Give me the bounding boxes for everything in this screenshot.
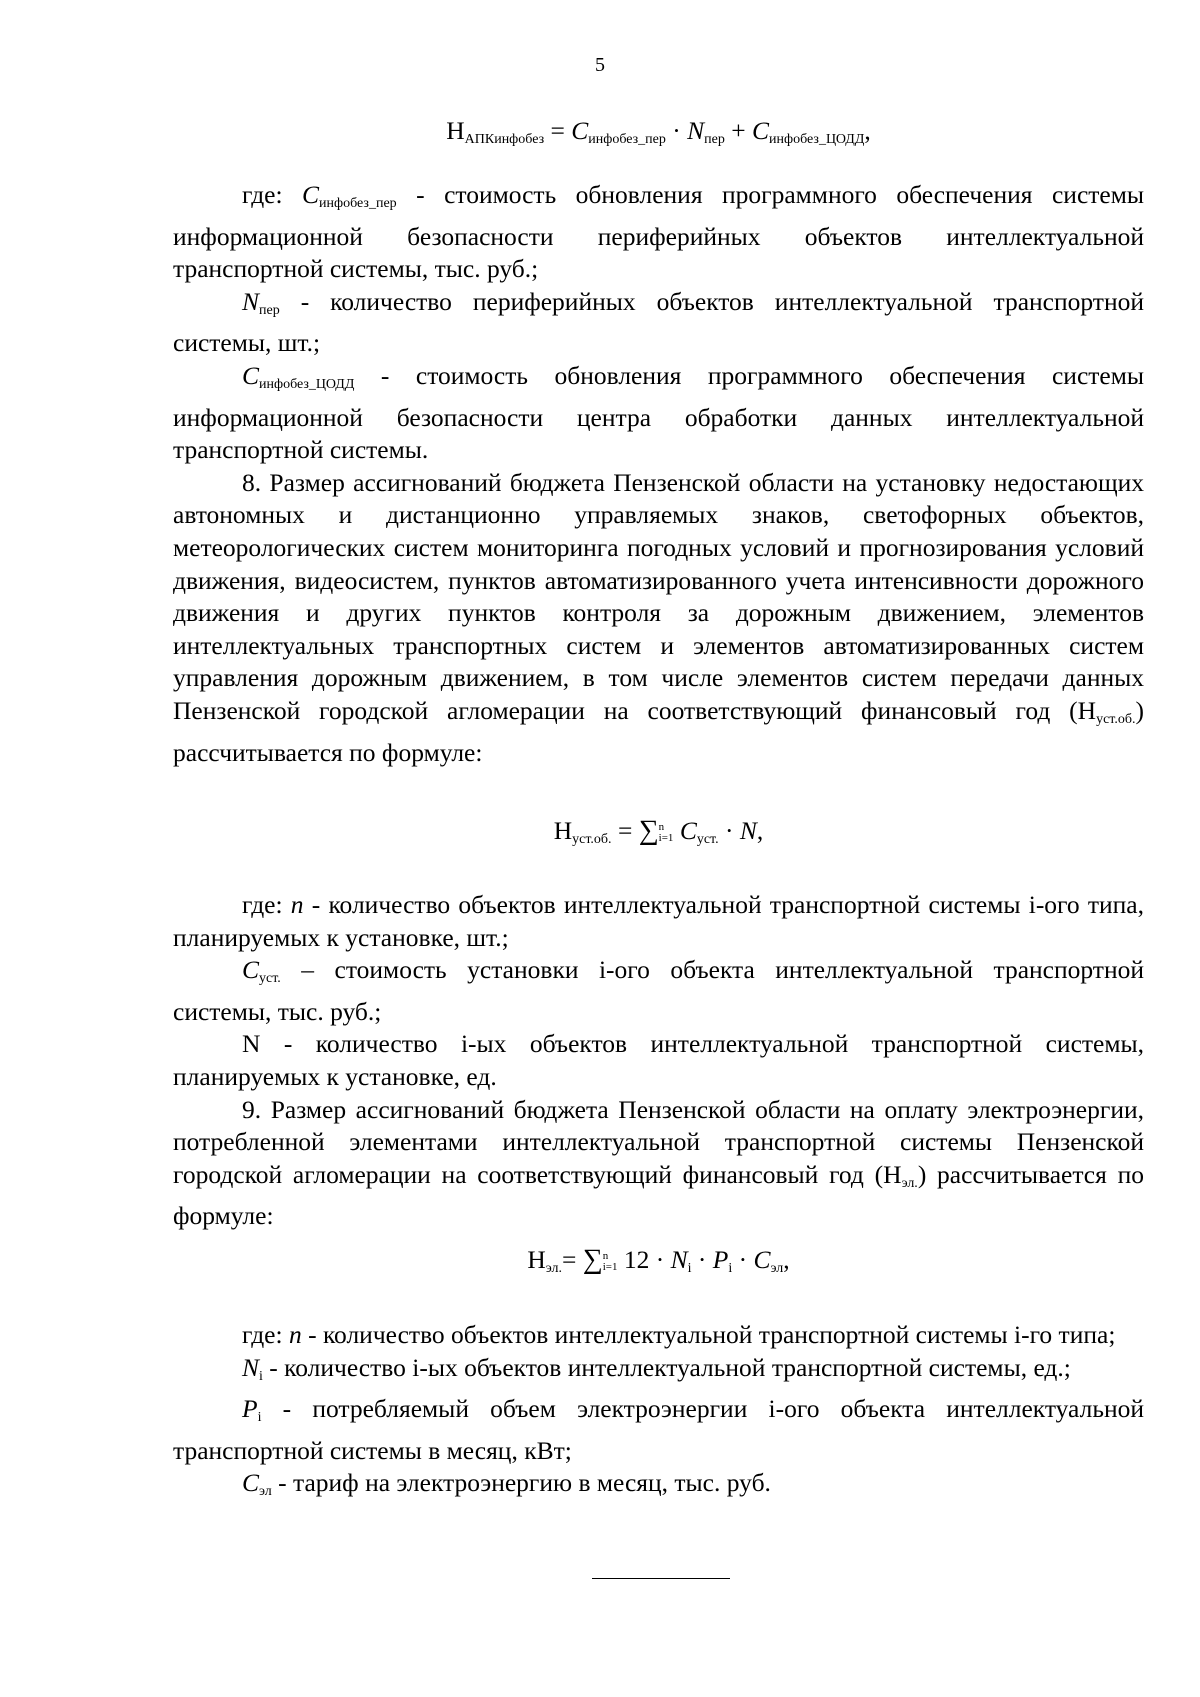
- definition-c-ust: $C_{уст.}$ – стоимость установки i-ого объекта интеллектуальной транспортной системы, тыс. руб.;: [173, 955, 1144, 1026]
- definition-c-infobez-codd: $C_{инфобез\_ЦОДД}$ - стоимость обновления программного обеспечения системы информационной безопасности центра обработки данных интеллектуальной транспортной системы.: [173, 360, 1144, 465]
- definitions-block-1: [173, 179, 1144, 769]
- paragraph-9: 9. Размер ассигнований бюджета Пензенской области на оплату электроэнергии, потребленной элементами интеллектуальной транспортной системы Пензенской городской агломерации на соответствующий финансовый год $(Н_{эл.})$ рассчитывается по формуле:: [173, 1094, 1144, 1231]
- formula-el: $Н_{эл.}= \sum n$ i=1 $12 \cdot N_i \cdot P_i \cdot C_{эл}$,: [527, 1244, 790, 1276]
- sum-sign: ∑: [582, 1244, 603, 1275]
- definition-p-i: $P_i$ - потребляемый объем электроэнергии i-ого объекта интеллектуальной транспортной системы в месяц, кВт;: [173, 1394, 1144, 1465]
- page-number: 5: [595, 54, 605, 76]
- paragraph-8: 8. Размер ассигнований бюджета Пензенской области на установку недостающих автономных и дистанционно управляемых знаков, светофорных объектов, метеорологических систем мониторинга погодных условий и прогнозирования условий движения, видеосистем, пунктов автоматизированного учета интенсивности дорожного движения и других пунктов контроля за дорожным движением, элементов интеллектуальных транспортных систем и элементов автоматизированных систем управления дорожным движением, в том числе элементов систем передачи данных Пензенской городской агломерации на соответствующий финансовый год $(Н_{уст.об.})$ рассчитывается по формуле:: [173, 467, 1144, 767]
- definition-n-per: $N_{пер}$ - количество периферийных объектов интеллектуальной транспортной системы, шт.;: [173, 286, 1144, 358]
- definition-n-types: где: n - количество объектов интеллектуальной транспортной системы i-го типа;: [242, 1320, 1116, 1349]
- end-divider: [592, 1578, 730, 1579]
- formula-apk-infobez: $Н_{АПКинфобез} = C_{инфобез\_пер} \cdot N_{пер} + C_{инфобез\_ЦОДД}$,: [446, 116, 871, 147]
- formula-ust-ob: $Н_{уст.об.} = \sum n$ i=1 $C_{уст.} \cdot N$,: [553, 815, 764, 847]
- definition-n-count: где: n - количество объектов интеллектуальной транспортной системы i-ого типа, планируемых к установке, шт.;: [173, 890, 1144, 952]
- definition-n-i: $N_i$ - количество i-ых объектов интеллектуальной транспортной системы, ед.;: [242, 1352, 1071, 1384]
- definition-c-el: $C_{эл}$ - тариф на электроэнергию в месяц, тыс. руб.: [242, 1468, 771, 1500]
- definitions-block-2: [173, 889, 1144, 1233]
- definition-n-objects: N - количество i-ых объектов интеллектуальной транспортной системы, планируемых к установке, ед.: [173, 1029, 1144, 1091]
- definitions-block-3: [173, 1319, 1144, 1509]
- definition-c-infobez-per: где: $C_{инфобез\_пер}$ - стоимость обновления программного обеспечения системы информационной безопасности периферийных объектов интеллектуальной транспортной системы, тыс. руб.;: [173, 180, 1144, 284]
- sum-sign: ∑: [638, 815, 659, 846]
